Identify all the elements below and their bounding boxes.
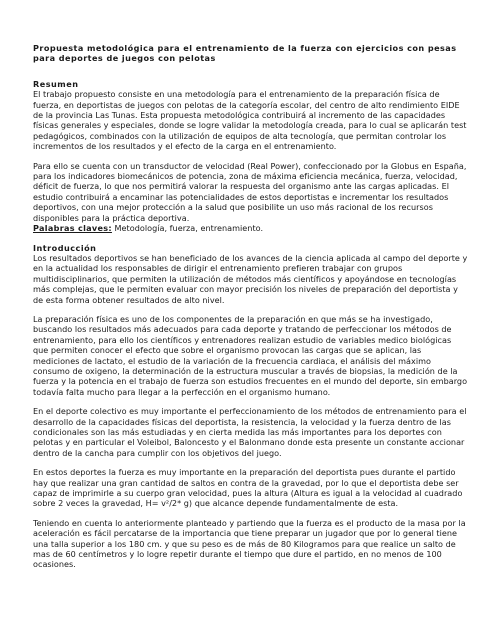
intro-paragraph-4: En estos deportes la fuerza es muy importante en la preparación del deportista pues durante el partido hay que realizar una gran cantidad de saltos en contra de la gravedad, por lo que el deportista debe ser capaz de imprimirle a su cuerpo gran velocidad, pues la altura (Altura es igual a la velocidad al cuadrado sobre 2 veces la gravedad, H= v²/2* g) que alcance depende fundamentalmente de esta.: [33, 467, 463, 509]
intro-paragraph-1: Los resultados deportivos se han beneficiado de los avances de la ciencia aplicada al campo del deporte y en la actualidad los responsables de dirigir el entrenamiento prefieren trabajar con grupos multidisciplinarios, que permiten la utilización de métodos más científicos y apoyándose en tecnologías más complejas, que le permiten evaluar con mayor precisión los niveles de preparación del deportista y de esta forma obtener resultados de alto nivel.: [33, 252, 468, 305]
intro-paragraph-2: La preparación física es uno de los componentes de la preparación en que más se ha investigado, buscando los resultados más adecuados para cada deporte y tratando de perfeccionar los métodos de entrenamiento, para ello los científicos y entrenadores realizan estudio de variables medico biológicas que permiten conocer el efecto que sobre el organismo provocan las cargas que se aplican, las mediciones de lactato, el estudio de la variación de la frecuencia cardiaca, el análisis del máximo consumo de oxigeno, la determinación de la estructura muscular a través de biopsias, la medición de la fuerza y la potencia en el trabajo de fuerza son estudios frecuentes en el mundo del deporte, sin embargo todavía falta mucho para llegar a la perfección en el organismo humano.: [33, 313, 468, 397]
abstract-heading: Resumen: [33, 78, 79, 89]
document-page: [33, 43, 469, 579]
abstract-paragraph-1: El trabajo propuesto consiste en una metodología para el entrenamiento de la preparación física de fuerza, en deportistas de juegos con pelotas de la categoría escolar, del centro de alto rendimiento EIDE de la provincia Las Tunas. Esta propuesta metodológica contribuirá al incremento de las capacidades físicas generales y especiales, donde se logre validar la metodología creada, para lo cual se aplicarán test pedagógicos, combinados con la utilización de equipos de alta tecnología, que permitan controlar los incrementos de los resultados y el efecto de la carga en el entrenamiento.: [33, 89, 467, 152]
keywords-label: Palabras claves:: [33, 223, 112, 234]
intro-heading: Introducción: [33, 242, 97, 253]
document-title: Propuesta metodológica para el entrenamiento de la fuerza con ejercicios con pesas para deportes de juegos con pelotas: [33, 43, 457, 64]
abstract-paragraph-2: Para ello se cuenta con un transductor de velocidad (Real Power), confeccionado por la Globus en España, para los indicadores biomecánicos de potencia, zona de máxima eficiencia mecánica, fuerza, velocidad, déficit de fuerza, lo que nos permitirá valorar la respuesta del organismo ante las cargas aplicadas. El estudio contribuirá a encaminar las potencialidades de estos deportistas e incrementar los resultados deportivos, con una mejor protección a la salud que posibilite un uso más racional de los recursos disponibles para la práctica deportiva.: [33, 160, 467, 223]
intro-paragraph-5: Teniendo en cuenta lo anteriormente planteado y partiendo que la fuerza es el producto de la masa por la aceleración es fácil percatarse de la importancia que tiene preparar un jugador que por lo general tiene una talla superior a los 180 cm. y que su peso es de más de 80 Kilogramos para que realice un salto de mas de 60 centímetros y lo logre repetir durante el tiempo que dure el partido, en no menos de 100 ocasiones.: [33, 517, 466, 570]
intro-paragraph-3: En el deporte colectivo es muy importante el perfeccionamiento de los métodos de entrenamiento para el desarrollo de la capacidades físicas del deportista, la resistencia, la velocidad y la fuerza dentro de las condicionales son las más estudiadas y en cierta medida las más importantes para los deportes con pelotas y en particular el Voleibol, Baloncesto y el Balonmano donde esta presente un constante accionar dentro de la cancha para cumplir con los objetivos del juego.: [33, 406, 467, 458]
keywords-text: Metodología, fuerza, entrenamiento.: [111, 223, 264, 234]
keywords-line: [33, 223, 469, 233]
